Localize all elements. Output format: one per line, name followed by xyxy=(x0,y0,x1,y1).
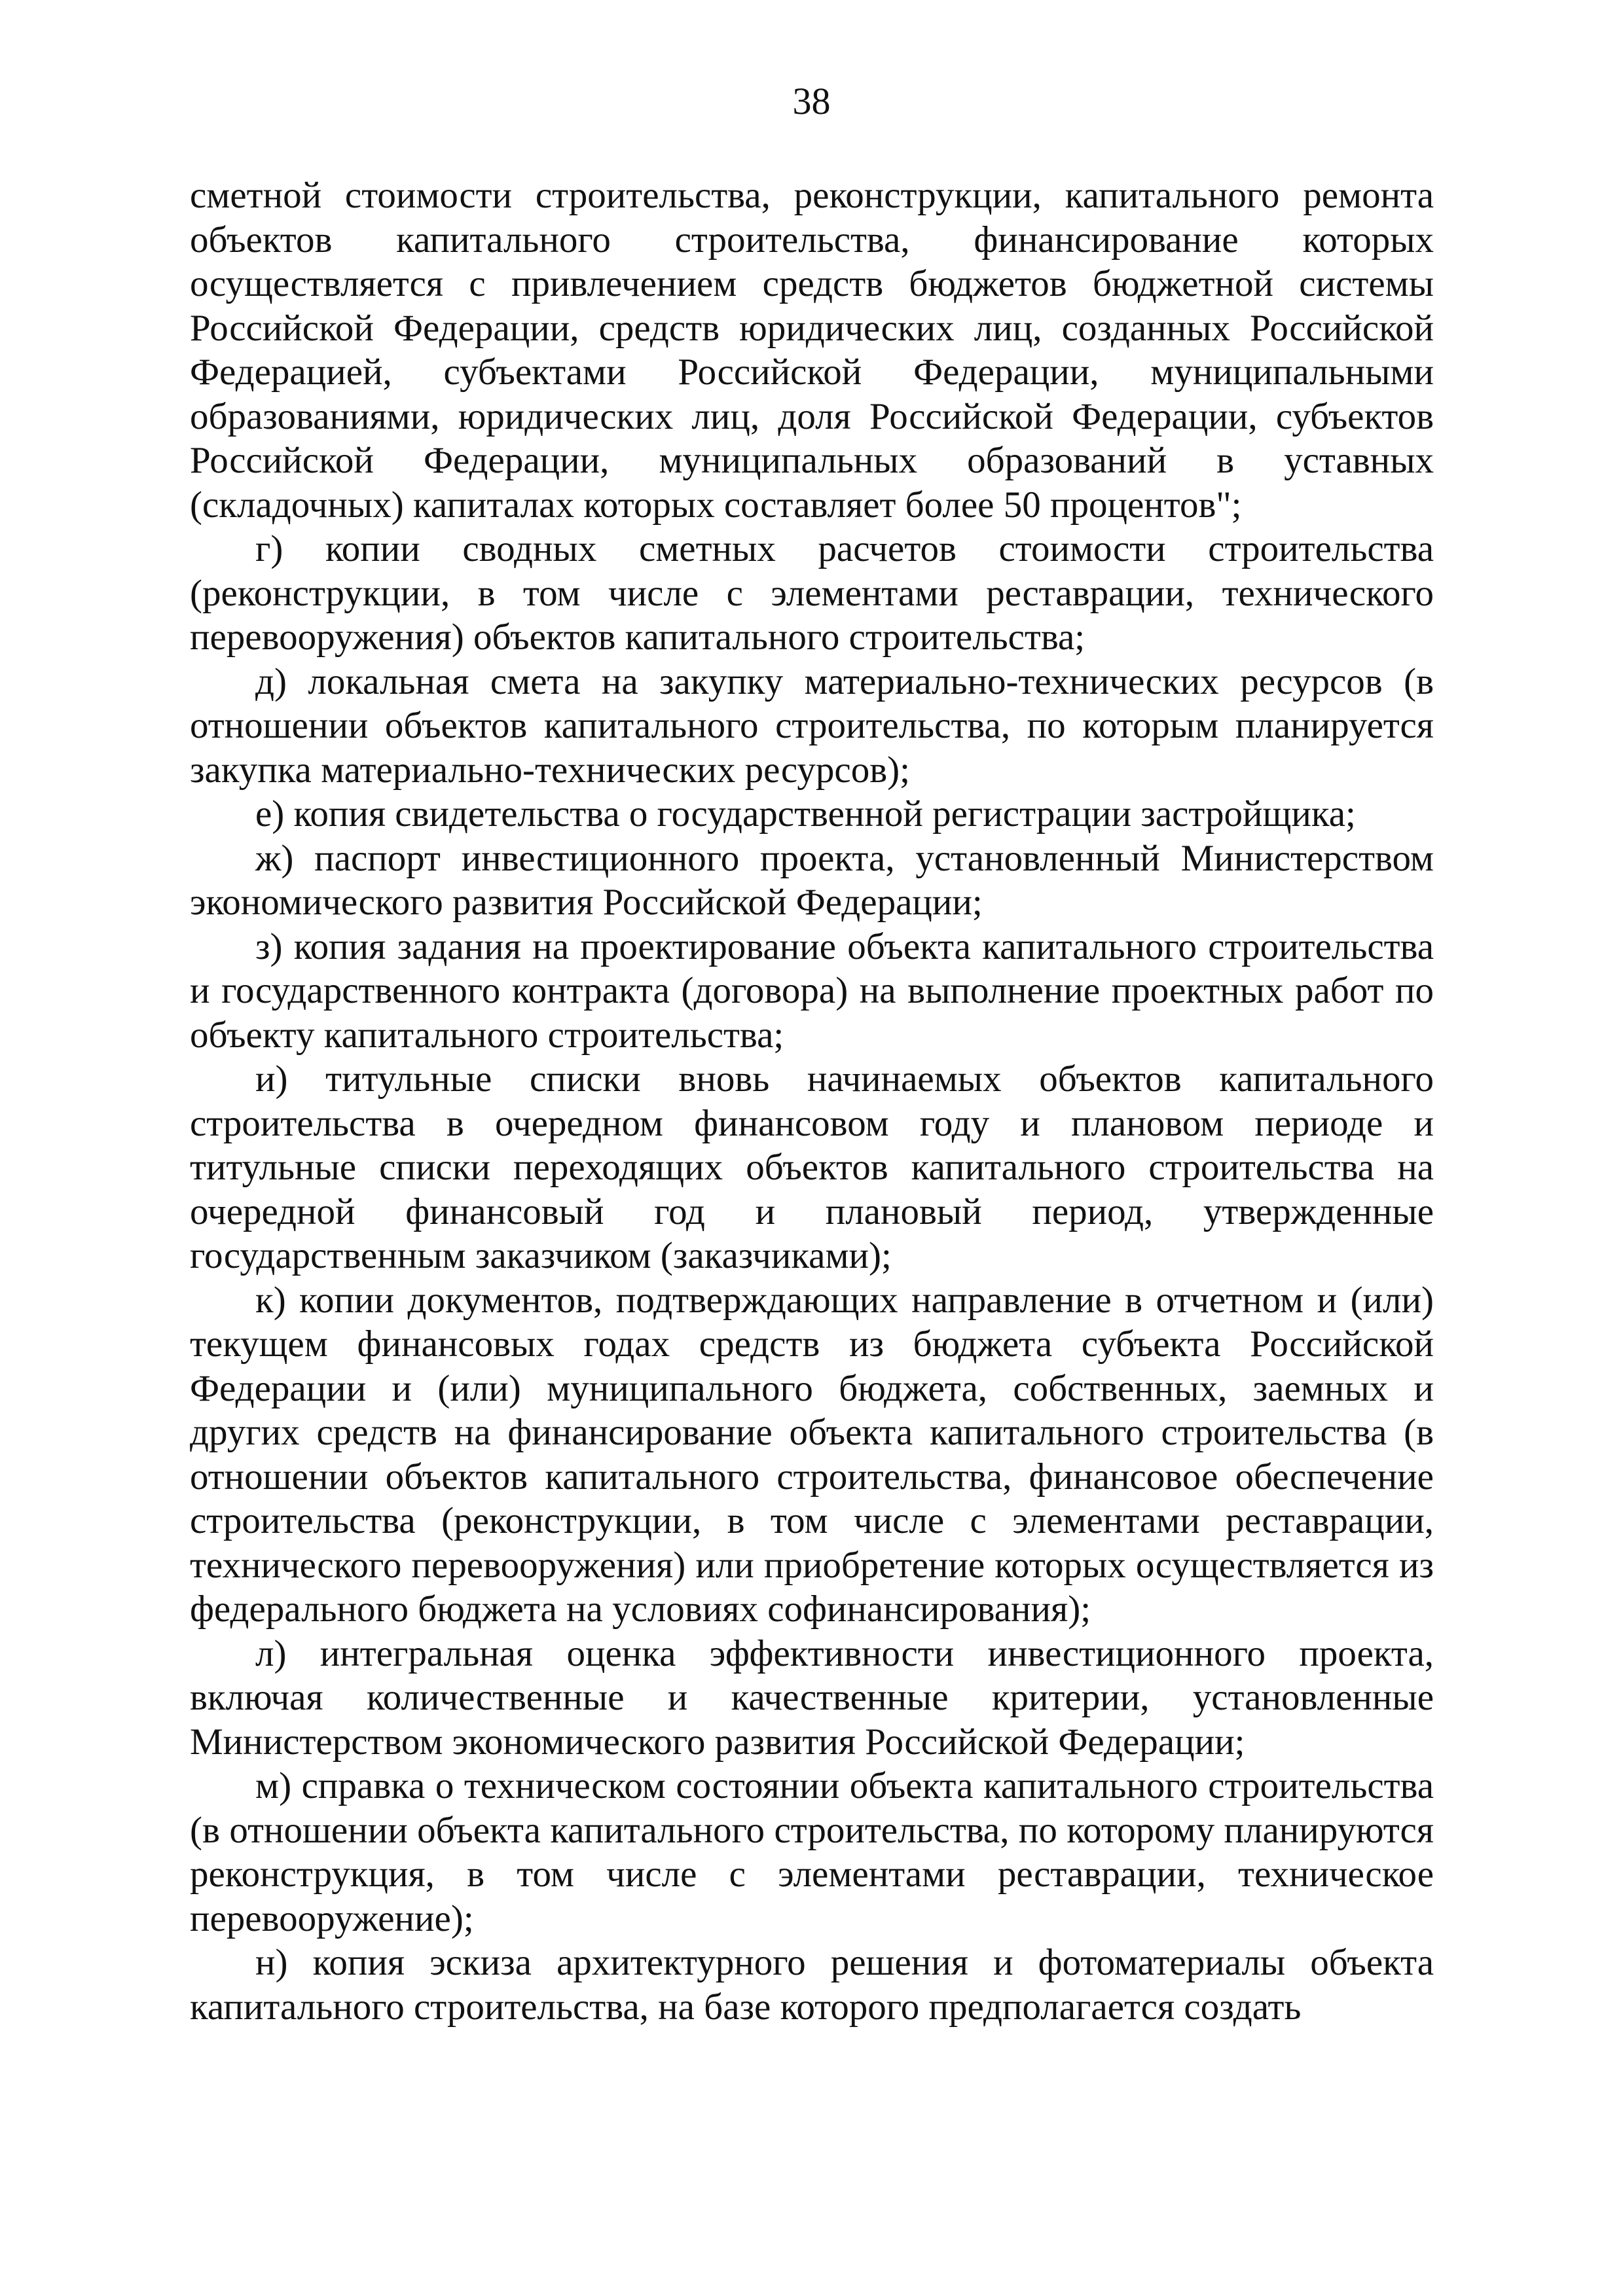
paragraph-item-g: г) копии сводных сметных расчетов стоимости строительства (реконструкции, в том числе с элементами реставрации, технического перевооружения) объектов капитального строительства; xyxy=(190,528,1434,658)
paragraph-item-e: е) копия свидетельства о государственной регистрации застройщика; xyxy=(255,793,1356,834)
paragraph-item-m: м) справка о техническом состоянии объекта капитального строительства (в отношении объекта капитального строительства, по которому планируются реконструкция, в том числе с элементами реставрации, техническое перевооружение); xyxy=(190,1765,1434,1939)
paragraph-continuation: сметной стоимости строительства, реконструкции, капитального ремонта объектов капитального строительства, финансирование которых осуществляется с привлечением средств бюджетов бюджетной системы Российской Федерации, средств юридических лиц, созданных Российской Федерацией, субъектами Российской Федерации, муниципальными образованиями, юридических лиц, доля Российской Федерации, субъектов Российской Федерации, муниципальных образований в уставных (складочных) капиталах которых составляет более 50 процентов"; xyxy=(190,175,1434,526)
paragraph-item-l: л) интегральная оценка эффективности инвестиционного проекта, включая количественные и качественные критерии, установленные Министерством экономического развития Российской Федерации; xyxy=(190,1632,1434,1763)
paragraph-item-d: д) локальная смета на закупку материально-технических ресурсов (в отношении объектов капитального строительства, по которым планируется закупка материально-технических ресурсов); xyxy=(190,660,1434,791)
page-number: 38 xyxy=(792,80,831,122)
document-body xyxy=(190,173,1434,2029)
paragraph-item-n: н) копия эскиза архитектурного решения и фотоматериалы объекта капитального строительства, на базе которого предполагается создать xyxy=(190,1942,1434,2028)
paragraph-item-i: и) титульные списки вновь начинаемых объектов капитального строительства в очередном финансовом году и плановом периоде и титульные списки переходящих объектов капитального строительства на очередной финансовый год и плановый период, утвержденные государственным заказчиком (заказчиками); xyxy=(190,1058,1434,1276)
paragraph-item-zh: ж) паспорт инвестиционного проекта, установленный Министерством экономического развития Российской Федерации; xyxy=(190,837,1434,923)
paragraph-item-z: з) копия задания на проектирование объекта капитального строительства и государственного контракта (договора) на выполнение проектных работ по объекту капитального строительства; xyxy=(190,925,1434,1056)
paragraph-item-k: к) копии документов, подтверждающих направление в отчетном и (или) текущем финансовых годах средств из бюджета субъекта Российской Федерации и (или) муниципального бюджета, собственных, заемных и других средств на финансирование объекта капитального строительства (в отношении объектов капитального строительства, финансовое обеспечение строительства (реконструкции, в том числе с элементами реставрации, технического перевооружения) или приобретение которых осуществляется из федерального бюджета на условиях софинансирования); xyxy=(190,1279,1434,1630)
